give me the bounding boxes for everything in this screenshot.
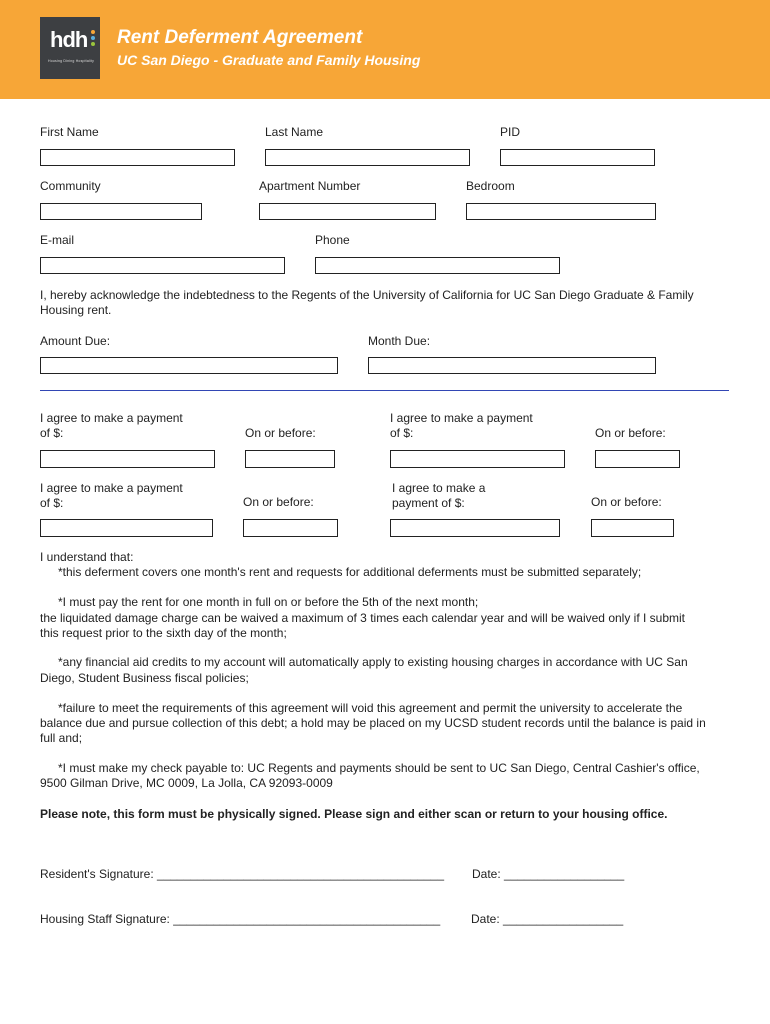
payment-2-label-line1: I agree to make a payment: [390, 411, 533, 425]
payment-3-amount-field[interactable]: [40, 519, 213, 537]
payment-1-label: [40, 411, 183, 441]
payment-4-label-line1: I agree to make a: [392, 481, 486, 495]
bedroom-label: Bedroom: [466, 179, 515, 193]
apartment-number-label: Apartment Number: [259, 179, 361, 193]
term-4-line-3: full and;: [40, 731, 83, 745]
terms-intro: I understand that:: [40, 550, 134, 564]
term-2-line-1: *I must pay the rent for one month in full on or before the 5th of the next month;: [58, 595, 479, 609]
last-name-field[interactable]: [265, 149, 470, 166]
payment-3-label: [40, 481, 183, 511]
term-3-line-1: *any financial aid credits to my account will automatically apply to existing housing charges in accordance with UC San: [58, 655, 688, 669]
payment-3-label-line2: of $:: [40, 496, 64, 510]
amount-due-field[interactable]: [40, 357, 338, 374]
term-3-line-2: Diego, Student Business fiscal policies;: [40, 671, 249, 685]
phone-field[interactable]: [315, 257, 560, 274]
acknowledgement-text: I, hereby acknowledge the indebtedness to the Regents of the University of California for UC San Diego Graduate & Family Housing rent.: [40, 288, 694, 317]
hdh-logo: [40, 17, 100, 79]
header-banner: [0, 0, 770, 99]
email-field[interactable]: [40, 257, 285, 274]
logo-dot-icon: [91, 30, 95, 34]
resident-date-line[interactable]: Date: __________________: [472, 867, 625, 881]
month-due-field[interactable]: [368, 357, 656, 374]
month-due-label: Month Due:: [368, 334, 431, 348]
payment-4-amount-field[interactable]: [390, 519, 560, 537]
amount-due-label: Amount Due:: [40, 334, 111, 348]
payment-4-date-label: On or before:: [591, 495, 662, 509]
payment-2-label-line2: of $:: [390, 426, 414, 440]
first-name-field[interactable]: [40, 149, 235, 166]
payment-4-date-field[interactable]: [591, 519, 674, 537]
term-5-line-2: 9500 Gilman Drive, MC 0009, La Jolla, CA 92093-0009: [40, 776, 333, 790]
first-name-label: First Name: [40, 125, 99, 139]
apartment-number-field[interactable]: [259, 203, 436, 220]
payment-2-label: [390, 411, 533, 441]
bedroom-field[interactable]: [466, 203, 656, 220]
term-1: *this deferment covers one month's rent and requests for additional deferments must be submitted separately;: [58, 565, 642, 579]
logo-subtext: Housing Dining Hospitality: [48, 59, 95, 63]
payment-3-date-label: On or before:: [243, 495, 314, 509]
payment-2-date-label: On or before:: [595, 426, 666, 440]
community-field[interactable]: [40, 203, 202, 220]
payment-1-amount-field[interactable]: [40, 450, 215, 468]
payment-3-date-field[interactable]: [243, 519, 338, 537]
community-label: Community: [40, 179, 101, 193]
page-subtitle: UC San Diego - Graduate and Family Housing: [117, 52, 421, 68]
payment-4-label-line2: payment of $:: [392, 496, 465, 510]
email-label: E-mail: [40, 233, 75, 247]
term-2-line-3: this request prior to the sixth day of the month;: [40, 626, 287, 640]
payment-1-date-field[interactable]: [245, 450, 335, 468]
term-4-line-1: *failure to meet the requirements of this agreement will void this agreement and permit the university to accelerate the: [58, 701, 683, 715]
payment-3-label-line1: I agree to make a payment: [40, 481, 183, 495]
term-2-line-2: the liquidated damage charge can be waived a maximum of 3 times each calendar year and will be waived only if I submit: [40, 611, 686, 625]
page-title: Rent Deferment Agreement: [117, 27, 363, 48]
logo-dot-icon: [91, 36, 95, 40]
payment-1-label-line2: of $:: [40, 426, 64, 440]
phone-label: Phone: [315, 233, 350, 247]
pid-label: PID: [500, 125, 521, 139]
logo-text: hdh: [50, 27, 88, 52]
payment-1-date-label: On or before:: [245, 426, 316, 440]
signature-notice: Please note, this form must be physically signed. Please sign and either scan or return to your housing office.: [40, 807, 668, 821]
last-name-label: Last Name: [265, 125, 324, 139]
payment-4-label: [392, 481, 485, 511]
term-4-line-2: balance due and pursue collection of this debt; a hold may be placed on my UCSD student records until the balance is paid in: [40, 716, 706, 730]
staff-date-line[interactable]: Date: __________________: [471, 912, 624, 926]
staff-signature-line[interactable]: Housing Staff Signature: ________________________________________: [40, 912, 441, 926]
resident-signature-line[interactable]: Resident's Signature: ___________________________________________: [40, 867, 444, 881]
logo-dot-icon: [91, 42, 95, 46]
payment-1-label-line1: I agree to make a payment: [40, 411, 183, 425]
payment-2-date-field[interactable]: [595, 450, 680, 468]
term-5-line-1: *I must make my check payable to: UC Regents and payments should be sent to UC San Diego, Central Cashier's office,: [58, 761, 700, 775]
payment-2-amount-field[interactable]: [390, 450, 565, 468]
section-divider: [40, 390, 729, 391]
pid-field[interactable]: [500, 149, 655, 166]
